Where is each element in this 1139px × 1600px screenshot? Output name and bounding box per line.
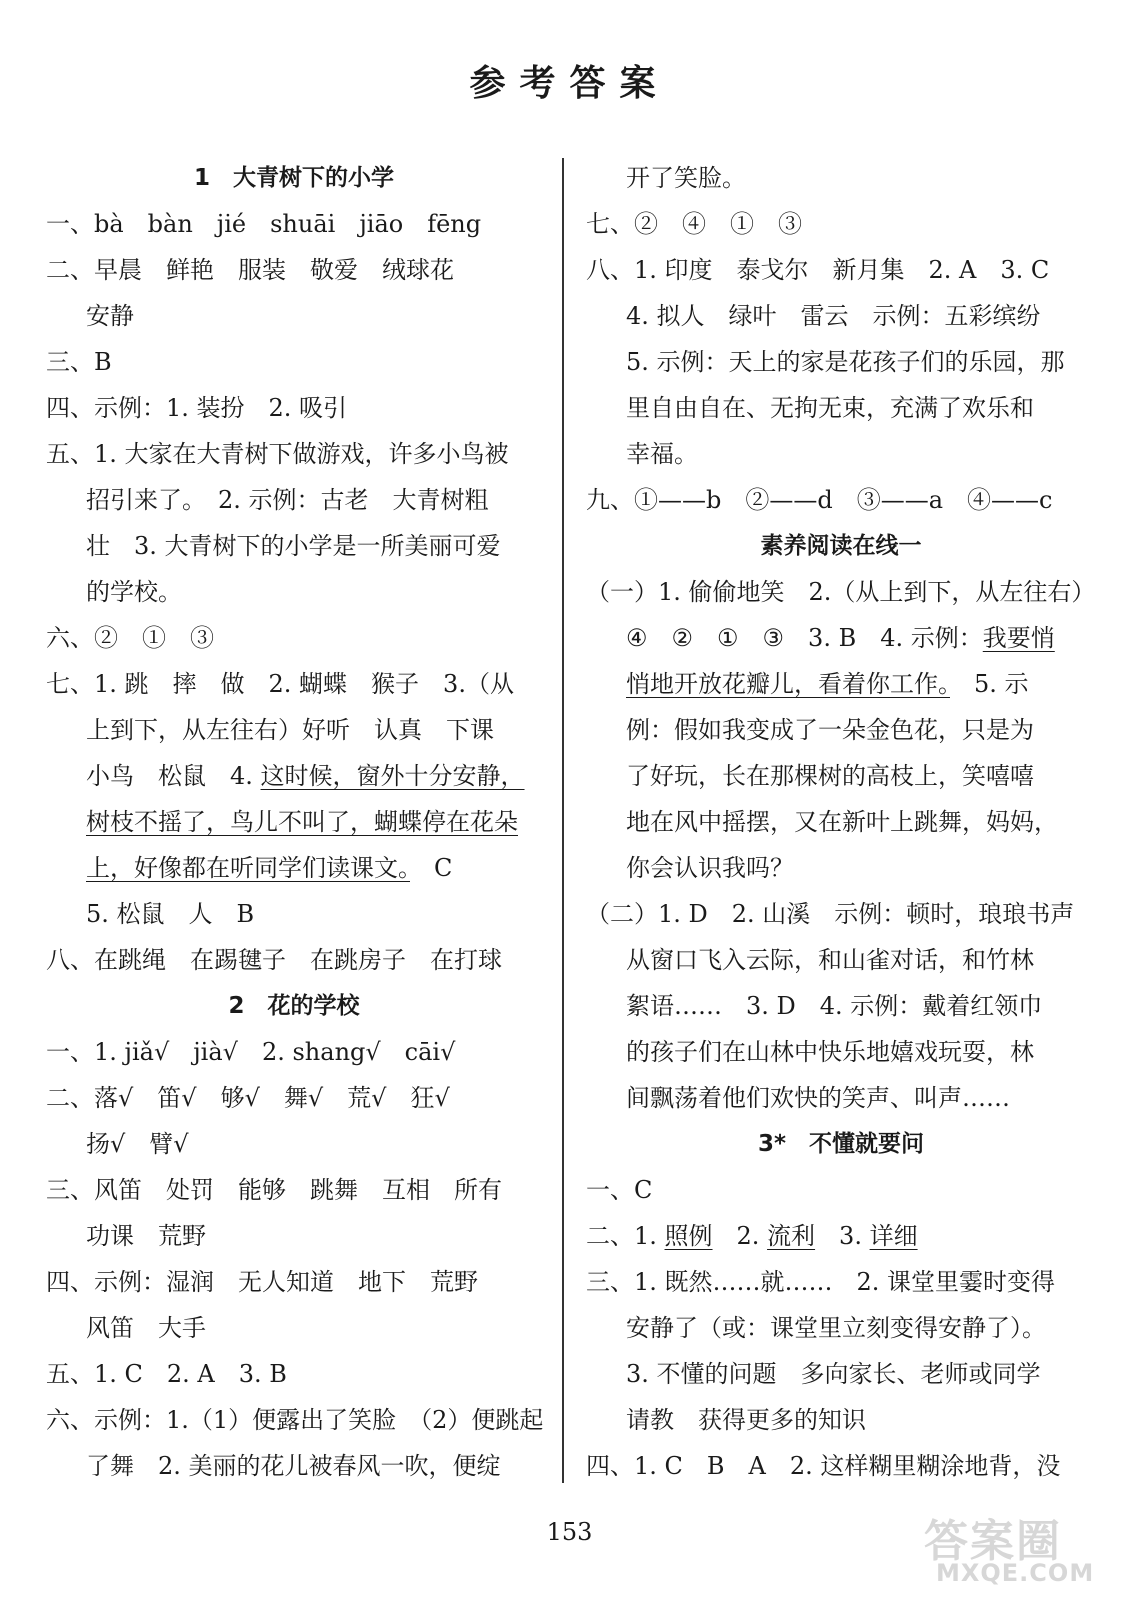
answer-line: 九、①——b ②——d ③——a ④——c xyxy=(586,486,1053,514)
answer-line xyxy=(46,753,542,799)
answer-line: 絮语…… 3. D 4. 示例：戴着红领巾 xyxy=(626,992,1043,1020)
right-column xyxy=(586,155,1096,1489)
answer-line: 5. 示例：天上的家是花孩子们的乐园，那 xyxy=(626,348,1065,376)
answer-line: 招引来了。 2. 示例：古老 大青树粗 xyxy=(86,486,489,514)
answer-line: 例：假如我变成了一朵金色花，只是为 xyxy=(626,716,1034,744)
answer-line: （一）1. 偷偷地笑 2.（从上到下，从左往右） xyxy=(586,578,1096,606)
answer-line: 扬√ 臂√ xyxy=(86,1130,189,1158)
answer-text: 2. xyxy=(712,1222,768,1250)
answer-line: 五、1. C 2. A 3. B xyxy=(46,1360,287,1388)
page-title: 参考答案 xyxy=(469,63,670,104)
underlined-answer: 悄地开放花瓣儿，看着你工作。 xyxy=(626,670,950,698)
answer-line: 从窗口飞入云际，和山雀对话，和竹林 xyxy=(626,946,1034,974)
answer-line: 四、示例：湿润 无人知道 地下 荒野 xyxy=(46,1268,478,1296)
answer-line: 了好玩，长在那棵树的高枝上，笑嘻嘻 xyxy=(626,762,1034,790)
answer-line: 一、C xyxy=(586,1176,653,1204)
answer-line: 你会认识我吗？ xyxy=(626,854,794,882)
underlined-answer: 详细 xyxy=(869,1222,918,1250)
answer-line: 四、示例：1. 装扮 2. 吸引 xyxy=(46,394,348,422)
left-column xyxy=(46,155,542,1489)
answer-line: 安静了（或：课堂里立刻变得安静了）。 xyxy=(626,1314,1046,1342)
watermark-text: 答案圈 xyxy=(924,1516,1062,1567)
answer-text: 5. 示 xyxy=(950,670,1029,698)
answer-line xyxy=(46,845,542,891)
answer-line: 功课 荒野 xyxy=(86,1222,206,1250)
answer-line: 上到下，从左往右）好听 认真 下课 xyxy=(86,716,494,744)
section-heading: 3* 不懂就要问 xyxy=(757,1131,925,1157)
answer-line: 3. 不懂的问题 多向家长、老师或同学 xyxy=(626,1360,1041,1388)
watermark-url: MXQE.COM xyxy=(936,1559,1095,1587)
underlined-answer: 照例 xyxy=(664,1222,713,1250)
underlined-answer: 这时候，窗外十分安静， xyxy=(260,762,525,790)
page-number: 153 xyxy=(546,1518,593,1546)
underlined-answer: 上，好像都在听同学们读课文。 xyxy=(86,854,410,882)
answer-line xyxy=(586,615,1096,661)
answer-line: 一、1. jiǎ√ jià√ 2. shang√ cāi√ xyxy=(46,1038,456,1066)
answer-text: ④ ② ① ③ 3. B 4. 示例： xyxy=(626,624,983,652)
answer-line: 的学校。 xyxy=(86,578,182,606)
answer-text: C xyxy=(410,854,453,882)
answer-line: 壮 3. 大青树下的小学是一所美丽可爱 xyxy=(86,532,501,560)
answer-line: 风笛 大手 xyxy=(86,1314,206,1342)
answer-line: 二、早晨 鲜艳 服装 敬爱 绒球花 xyxy=(46,256,454,284)
answer-line: 了舞 2. 美丽的花儿被春风一吹，便绽 xyxy=(86,1452,501,1480)
answer-line: 七、② ④ ① ③ xyxy=(586,210,802,238)
answer-line: 六、② ① ③ xyxy=(46,624,214,652)
underlined-answer: 树枝不摇了，鸟儿不叫了，蝴蝶停在花朵 xyxy=(86,808,518,836)
answer-text: 二、1. xyxy=(586,1222,665,1250)
answer-line: 七、1. 跳 摔 做 2. 蝴蝶 猴子 3.（从 xyxy=(46,670,514,698)
answer-line: 四、1. C B A 2. 这样糊里糊涂地背，没 xyxy=(586,1452,1061,1480)
answer-line: 的孩子们在山林中快乐地嬉戏玩耍，林 xyxy=(626,1038,1034,1066)
section-heading: 2 花的学校 xyxy=(228,993,360,1019)
section-heading: 1 大青树下的小学 xyxy=(193,165,394,191)
answer-line: 二、落√ 笛√ 够√ 舞√ 荒√ 狂√ xyxy=(46,1084,450,1112)
answer-line: 三、1. 既然……就…… 2. 课堂里霎时变得 xyxy=(586,1268,1056,1296)
answer-line: 六、示例：1.（1）便露出了笑脸 （2）便跳起 xyxy=(46,1406,544,1434)
answer-line: 请教 获得更多的知识 xyxy=(626,1406,866,1434)
answer-line: 开了笑脸。 xyxy=(626,164,746,192)
answer-line: 八、在跳绳 在踢毽子 在跳房子 在打球 xyxy=(46,946,502,974)
answer-line: 里自由自在、无拘无束，充满了欢乐和 xyxy=(626,394,1034,422)
answer-text: 3. xyxy=(815,1222,870,1250)
answer-line: 5. 松鼠 人 B xyxy=(86,900,255,928)
underlined-answer: 流利 xyxy=(767,1222,816,1250)
answer-line: 五、1. 大家在大青树下做游戏，许多小鸟被 xyxy=(46,440,509,468)
answer-line: 八、1. 印度 泰戈尔 新月集 2. A 3. C xyxy=(586,256,1050,284)
answer-line: 三、风笛 处罚 能够 跳舞 互相 所有 xyxy=(46,1176,502,1204)
column-divider xyxy=(562,158,564,1483)
answer-line xyxy=(46,799,542,845)
answer-line: 三、B xyxy=(46,348,112,376)
answer-line: 间飘荡着他们欢快的笑声、叫声…… xyxy=(626,1084,1010,1112)
section-heading: 素养阅读在线一 xyxy=(760,533,922,559)
answer-line xyxy=(586,661,1096,707)
answer-line xyxy=(586,1213,1096,1259)
answer-line: 地在风中摇摆，又在新叶上跳舞，妈妈， xyxy=(626,808,1058,836)
answer-text: 小鸟 松鼠 4. xyxy=(86,762,261,790)
answer-line: 安静 xyxy=(86,302,134,330)
answer-line: 幸福。 xyxy=(626,440,698,468)
answer-line: 4. 拟人 绿叶 雷云 示例：五彩缤纷 xyxy=(626,302,1041,330)
answer-line: （二）1. D 2. 山溪 示例：顿时，琅琅书声 xyxy=(586,900,1075,928)
watermark-logo xyxy=(918,1505,1128,1593)
underlined-answer: 我要悄 xyxy=(982,624,1055,652)
answer-line: 一、bà bàn jié shuāi jiāo fēng xyxy=(46,210,482,238)
